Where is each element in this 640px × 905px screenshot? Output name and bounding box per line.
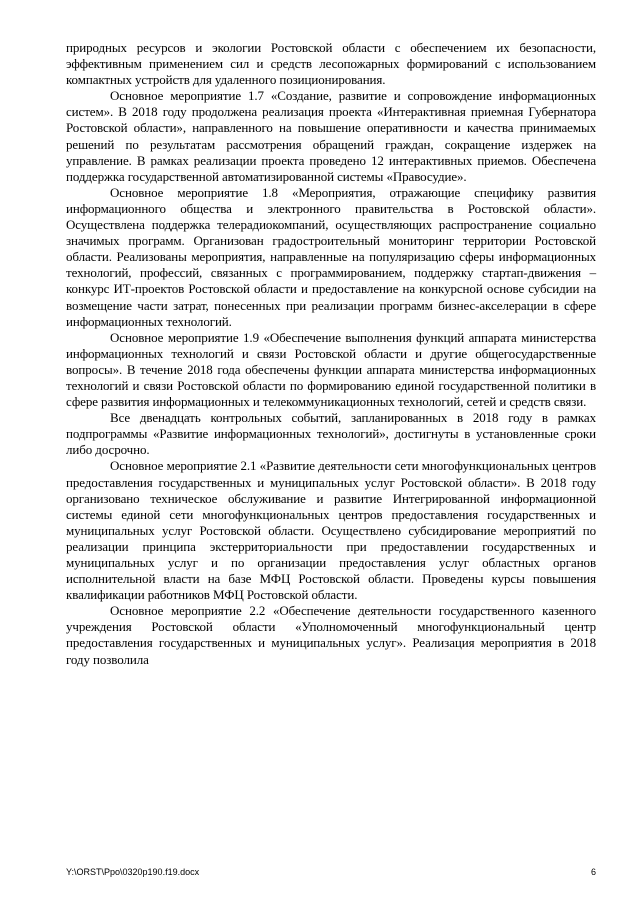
document-body bbox=[66, 40, 596, 668]
paragraph-measure-1-8: Основное мероприятие 1.8 «Мероприятия, отражающие специфику развития информационного общества и электронного правительства в Ростовской области». Осуществлена поддержка телерадиокомпаний, осуществляющих распространение социально значимых программ. Организован градостроительный мониторинг территории Ростовской области. Реализованы мероприятия, направленные на популяризацию сферы информационных технологий, профессий, связанных с программированием, поддержку стартап-движения – конкурс ИТ-проектов Ростовской области и предоставление на конкурсной основе субсидии на возмещение части затрат, понесенных при реализации программ бизнес-акселерации в сфере информационных технологий. bbox=[66, 184, 596, 329]
page-footer bbox=[66, 866, 596, 878]
footer-file-path: Y:\ORST\Ppo\0320p190.f19.docx bbox=[66, 867, 200, 877]
footer-page-number: 6 bbox=[590, 867, 596, 877]
paragraph-measure-1-7: Основное мероприятие 1.7 «Создание, развитие и сопровождение информационных систем». В 2018 году продолжена реализация проекта «Интерактивная приемная Губернатора Ростовской области», направленного на повышение оперативности и качества принимаемых решений по результатам рассмотрения обращений граждан, сокращение издержек на управление. В рамках реализации проекта проведено 12 интерактивных приемов. Обеспечена поддержка государственной автоматизированной системы «Правосудие». bbox=[66, 88, 596, 184]
paragraph-measure-2-1: Основное мероприятие 2.1 «Развитие деятельности сети многофункциональных центров предоставления государственных и муниципальных услуг Ростовской области». В 2018 году организовано техническое обслуживание и развитие Интегрированной информационной системы единой сети многофункциональных центров предоставления государственных и муниципальных услуг Ростовской области. Осуществлено субсидирование мероприятий по реализации принципа экстерриториальности при предоставлении государственных и муниципальных услуг и по организации предоставления услуг областных органов исполнительной власти на базе МФЦ Ростовской области. Проведены курсы повышения квалификации работников МФЦ Ростовской области. bbox=[66, 458, 596, 603]
paragraph-continuation: природных ресурсов и экологии Ростовской области с обеспечением их безопасности, эффективным применением сил и средств лесопожарных формирований с использованием компактных устройств для удаленного позиционирования. bbox=[66, 40, 596, 88]
paragraph-measure-1-9: Основное мероприятие 1.9 «Обеспечение выполнения функций аппарата министерства информационных технологий и связи Ростовской области и другие общегосударственные вопросы». В течение 2018 года обеспечены функции аппарата министерства информационных технологий и связи Ростовской области по формированию единой государственной политики в сфере развития информационных и телекоммуникационных технологий, сетей и средств связи. bbox=[66, 329, 596, 410]
paragraph-control-events: Все двенадцать контрольных событий, запланированных в 2018 году в рамках подпрограммы «Развитие информационных технологий», достигнуты в установленные сроки либо досрочно. bbox=[66, 410, 596, 458]
paragraph-measure-2-2: Основное мероприятие 2.2 «Обеспечение деятельности государственного казенного учреждения Ростовской области «Уполномоченный многофункциональный центр предоставления государственных и муниципальных услуг». Реализация мероприятия в 2018 году позволила bbox=[66, 603, 596, 667]
